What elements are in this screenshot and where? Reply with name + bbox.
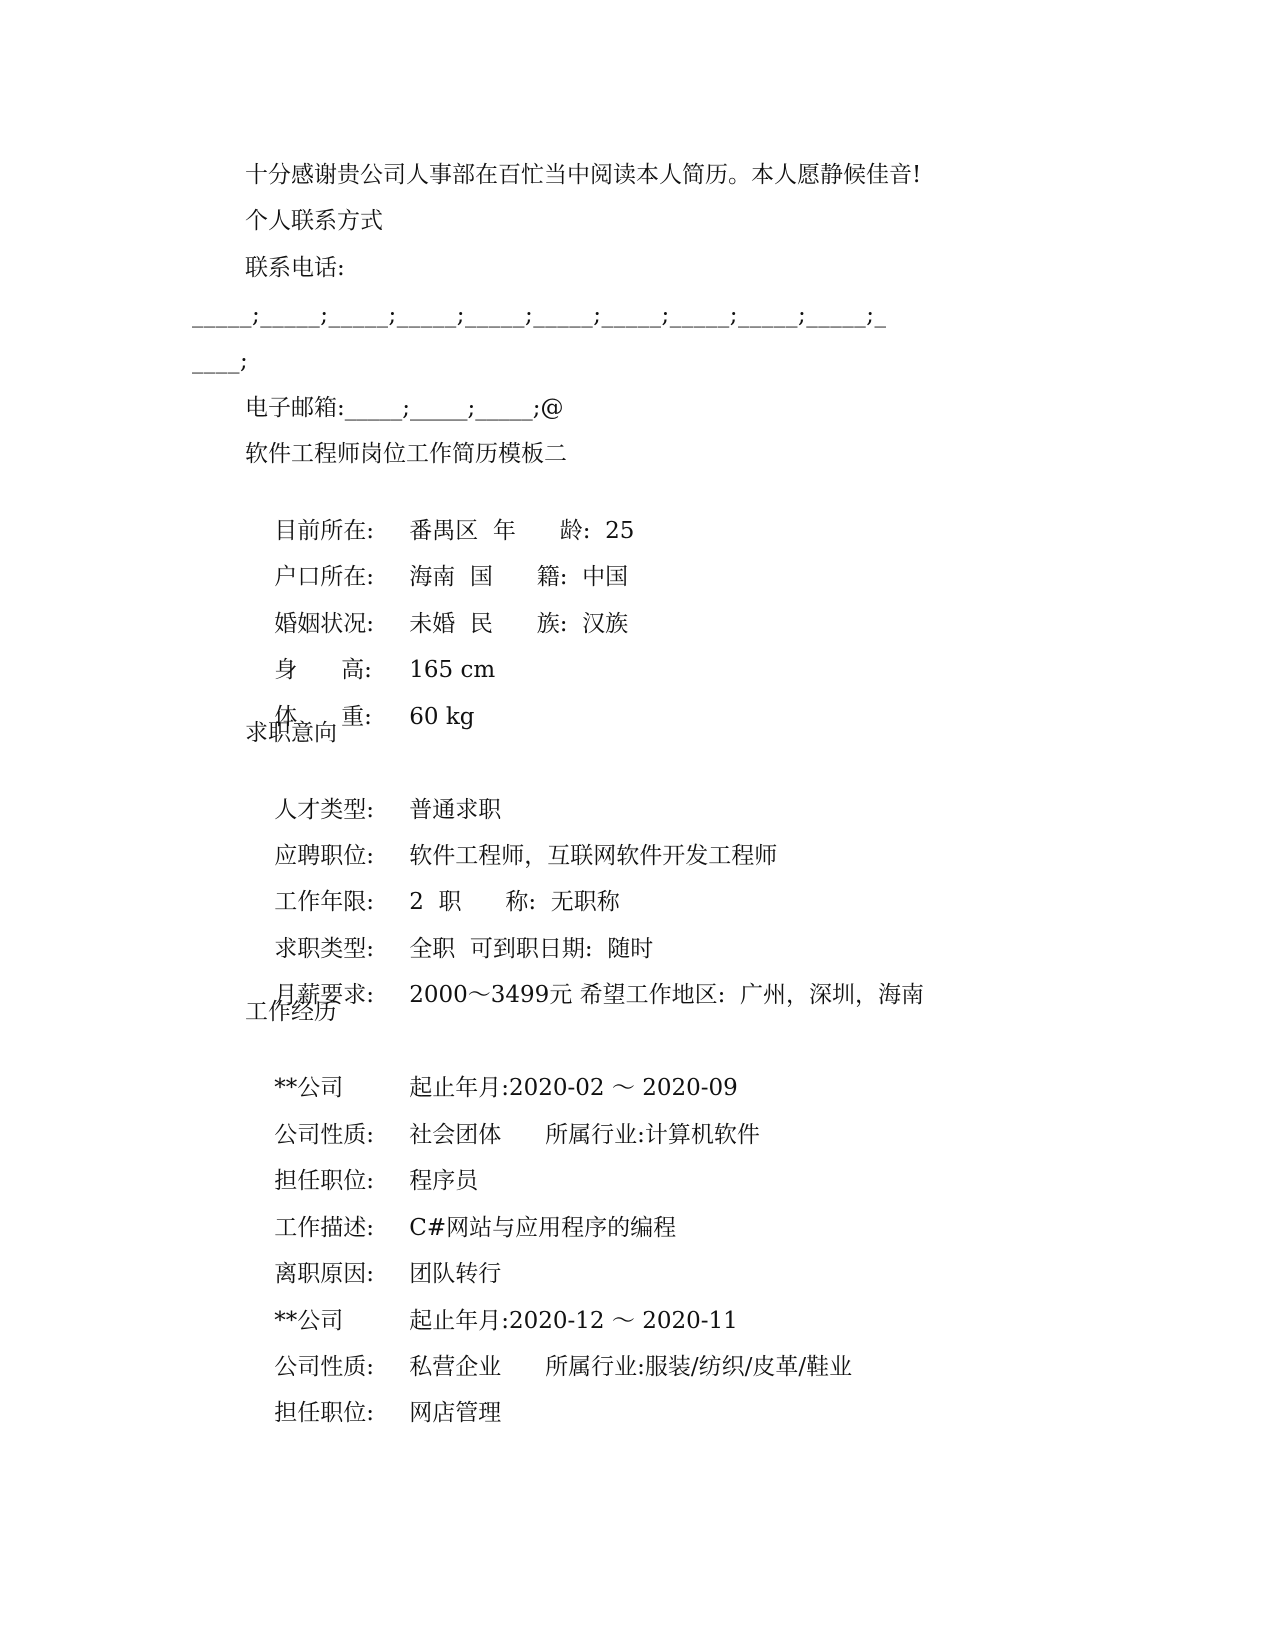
profile-row bbox=[245, 672, 475, 762]
field-label: 目前所在: bbox=[274, 518, 374, 544]
field-label: 人才类型: bbox=[274, 797, 374, 823]
field-value: 60 kg bbox=[409, 704, 475, 730]
field-label: 户口所在: bbox=[274, 564, 374, 590]
field-label: 月薪要求: bbox=[274, 982, 374, 1008]
field-label: 应聘职位: bbox=[274, 843, 374, 869]
experience-row bbox=[245, 1368, 501, 1458]
field-label: 工作年限: bbox=[274, 889, 374, 915]
contact-heading: 个人联系方式 bbox=[245, 208, 383, 234]
field-value: 普通求职 bbox=[409, 797, 502, 823]
field-label: **公司 bbox=[274, 1075, 344, 1101]
field-value: 起止年月:2020-12 ～ 2020-11 bbox=[409, 1308, 738, 1334]
field-label: 担任职位: bbox=[274, 1168, 374, 1194]
field-value: 起止年月:2020-02 ～ 2020-09 bbox=[409, 1075, 738, 1101]
field-label: 婚姻状况: bbox=[274, 611, 374, 637]
field-value: 全职 可到职日期: 随时 bbox=[409, 936, 654, 962]
field-label: 公司性质: bbox=[274, 1354, 374, 1380]
field-value: 社会团体 所属行业:计算机软件 bbox=[409, 1122, 760, 1148]
field-value: 海南 国 籍: 中国 bbox=[409, 564, 629, 590]
field-value: 165 cm bbox=[409, 657, 496, 683]
field-value: 未婚 民 族: 汉族 bbox=[409, 611, 629, 637]
experience-heading: 工作经历 bbox=[245, 999, 337, 1025]
field-label: **公司 bbox=[274, 1308, 344, 1334]
phone-blanks-line-1: _____;_____;_____;_____;_____;_____;_____;_____;_____;_____;_ bbox=[192, 302, 887, 328]
field-label: 身 高: bbox=[274, 657, 372, 683]
field-value: 团队转行 bbox=[409, 1261, 502, 1287]
field-value: 番禺区 年 龄: 25 bbox=[409, 518, 635, 544]
field-label: 离职原因: bbox=[274, 1261, 374, 1287]
email-line: 电子邮箱:_____;_____;_____;@ bbox=[245, 395, 564, 421]
field-value: 私营企业 所属行业:服装/纺织/皮革/鞋业 bbox=[409, 1354, 853, 1380]
template-title: 软件工程师岗位工作简历模板二 bbox=[245, 441, 567, 467]
field-value: 2000～3499元 希望工作地区: 广州，深圳，海南 bbox=[409, 982, 924, 1008]
field-label: 求职类型: bbox=[274, 936, 374, 962]
field-value: 软件工程师，互联网软件开发工程师 bbox=[409, 843, 778, 869]
phone-blanks-line-2: ____; bbox=[192, 348, 249, 374]
phone-label: 联系电话: bbox=[245, 255, 345, 281]
field-value: 网店管理 bbox=[409, 1400, 502, 1426]
closing-thanks: 十分感谢贵公司人事部在百忙当中阅读本人简历。本人愿静候佳音! bbox=[245, 162, 922, 188]
field-value: 程序员 bbox=[409, 1168, 479, 1194]
intent-row bbox=[245, 950, 924, 1040]
intent-heading: 求职意向 bbox=[245, 720, 337, 746]
field-label: 担任职位: bbox=[274, 1400, 374, 1426]
field-value: 2 职 称: 无职称 bbox=[409, 889, 620, 915]
field-label: 体 重: bbox=[274, 704, 372, 730]
field-label: 公司性质: bbox=[274, 1122, 374, 1148]
field-value: C#网站与应用程序的编程 bbox=[409, 1215, 677, 1241]
field-label: 工作描述: bbox=[274, 1215, 374, 1241]
